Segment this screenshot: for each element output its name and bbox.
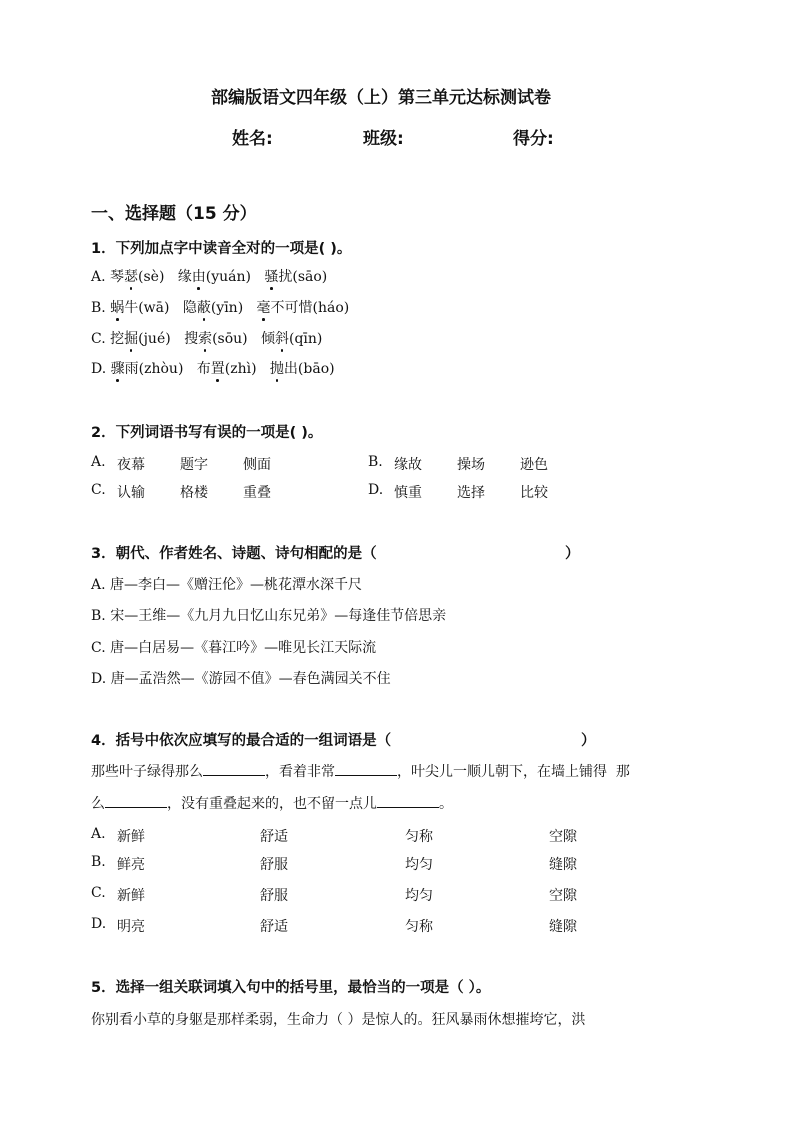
answer-blank[interactable] xyxy=(377,793,439,808)
emphasis-dot: 骚 xyxy=(264,266,278,286)
q2-option-c-word: 格楼 xyxy=(180,485,208,501)
q4-option-c-word: 均匀 xyxy=(405,888,433,904)
q2-option-d-word: 选择 xyxy=(457,485,485,501)
q1-option-b: B. 蜗牛(wā) 隐蔽(yīn) 毫不可惜(háo) xyxy=(91,297,349,317)
q4-option-d-word: 明亮 xyxy=(117,919,145,935)
name-label: 姓名: xyxy=(232,129,273,149)
q4-option-d-word: 缝隙 xyxy=(549,919,577,935)
emphasis-dot: 蜗 xyxy=(110,297,124,317)
q4-option-b-word: 缝隙 xyxy=(549,857,577,873)
emphasis-dot: 瑟 xyxy=(124,266,138,286)
q4-option-c-letter: C. xyxy=(91,885,106,901)
q2-option-b-word: 逊色 xyxy=(520,457,548,473)
q4-option-a-word: 新鲜 xyxy=(117,829,145,845)
question-4-stem: 4．括号中依次应填写的最合适的一组词语是（ xyxy=(91,733,392,749)
q3-option-b: B. 宋—王维—《九月九日忆山东兄弟》—每逢佳节倍思亲 xyxy=(91,608,447,624)
emphasis-dot: 由 xyxy=(192,266,206,286)
q2-option-a-word: 题字 xyxy=(180,457,208,473)
q2-option-d-word: 比较 xyxy=(520,485,548,501)
q3-option-d: D. 唐—孟浩然—《游园不值》—春色满园关不住 xyxy=(91,671,391,687)
answer-blank[interactable] xyxy=(105,793,167,808)
q2-option-b-letter: B. xyxy=(368,454,383,470)
answer-blank[interactable] xyxy=(335,761,397,776)
q4-option-c-word: 舒服 xyxy=(260,888,288,904)
question-4-paren-close: ） xyxy=(581,733,596,749)
q2-option-a-letter: A. xyxy=(91,454,106,470)
question-2-stem: 2．下列词语书写有误的一项是( )。 xyxy=(91,425,323,441)
q4-option-b-word: 舒服 xyxy=(260,857,288,873)
q4-option-b-word: 鲜亮 xyxy=(117,857,145,873)
q2-option-a-word: 侧面 xyxy=(243,457,271,473)
answer-blank[interactable] xyxy=(203,761,265,776)
q2-option-b-word: 缘故 xyxy=(394,457,422,473)
q4-option-b-letter: B. xyxy=(91,854,106,870)
q4-option-a-word: 匀称 xyxy=(405,829,433,845)
emphasis-dot: 毫 xyxy=(257,297,271,317)
q2-option-a-word: 夜幕 xyxy=(117,457,145,473)
question-3-paren-close: ） xyxy=(565,546,580,562)
q4-option-a-word: 舒适 xyxy=(260,829,288,845)
emphasis-dot: 索 xyxy=(198,328,212,348)
score-label: 得分: xyxy=(513,129,554,149)
q1-option-a: A. 琴瑟(sè) 缘由(yuán) 骚扰(sāo) xyxy=(91,266,327,286)
q2-option-d-word: 慎重 xyxy=(394,485,422,501)
question-1-stem: 1．下列加点字中读音全对的一项是( )。 xyxy=(91,241,352,257)
q5-passage-line-1: 你别看小草的身躯是那样柔弱，生命力（ ）是惊人的。狂风暴雨休想摧垮它，洪 xyxy=(91,1012,586,1028)
q2-option-c-word: 认输 xyxy=(117,485,145,501)
q4-passage-line-1: 那些叶子绿得那么 ，看着非常 ，叶尖儿一顺儿朝下，在墙上铺得 那 xyxy=(91,761,630,781)
q4-option-a-word: 空隙 xyxy=(549,829,577,845)
q4-option-c-word: 空隙 xyxy=(549,888,577,904)
page-title: 部编版语文四年级（上）第三单元达标测试卷 xyxy=(211,88,551,108)
q1-option-d: D. 骤雨(zhòu) 布置(zhì) 抛出(bāo) xyxy=(91,358,335,378)
section-heading: 一、选择题（15 分） xyxy=(91,204,257,224)
q2-option-d-letter: D. xyxy=(368,482,384,498)
emphasis-dot: 置 xyxy=(211,358,225,378)
emphasis-dot: 抛 xyxy=(270,358,284,378)
q1-option-c: C. 挖掘(jué) 搜索(sōu) 倾斜(qīn) xyxy=(91,328,322,348)
q2-option-c-word: 重叠 xyxy=(243,485,271,501)
q4-option-b-word: 均匀 xyxy=(405,857,433,873)
q3-option-a: A. 唐—李白—《赠汪伦》—桃花潭水深千尺 xyxy=(91,577,363,593)
q4-option-d-letter: D. xyxy=(91,916,107,932)
class-label: 班级: xyxy=(363,129,404,149)
q2-option-b-word: 操场 xyxy=(457,457,485,473)
q4-option-d-word: 匀称 xyxy=(405,919,433,935)
emphasis-dot: 骤 xyxy=(111,358,125,378)
q4-option-d-word: 舒适 xyxy=(260,919,288,935)
q4-option-a-letter: A. xyxy=(91,826,106,842)
question-5-stem: 5．选择一组关联词填入句中的括号里，最恰当的一项是（ ）。 xyxy=(91,980,491,996)
emphasis-dot: 蔽 xyxy=(197,297,211,317)
emphasis-dot: 斜 xyxy=(275,328,289,348)
q4-option-c-word: 新鲜 xyxy=(117,888,145,904)
q4-passage-line-2: 么 ，没有重叠起来的，也不留一点儿 。 xyxy=(91,793,453,813)
question-3-stem: 3．朝代、作者姓名、诗题、诗句相配的是（ xyxy=(91,546,377,562)
emphasis-dot: 掘 xyxy=(124,328,138,348)
q3-option-c: C. 唐—白居易—《暮江吟》—唯见长江天际流 xyxy=(91,640,377,656)
q2-option-c-letter: C. xyxy=(91,482,106,498)
